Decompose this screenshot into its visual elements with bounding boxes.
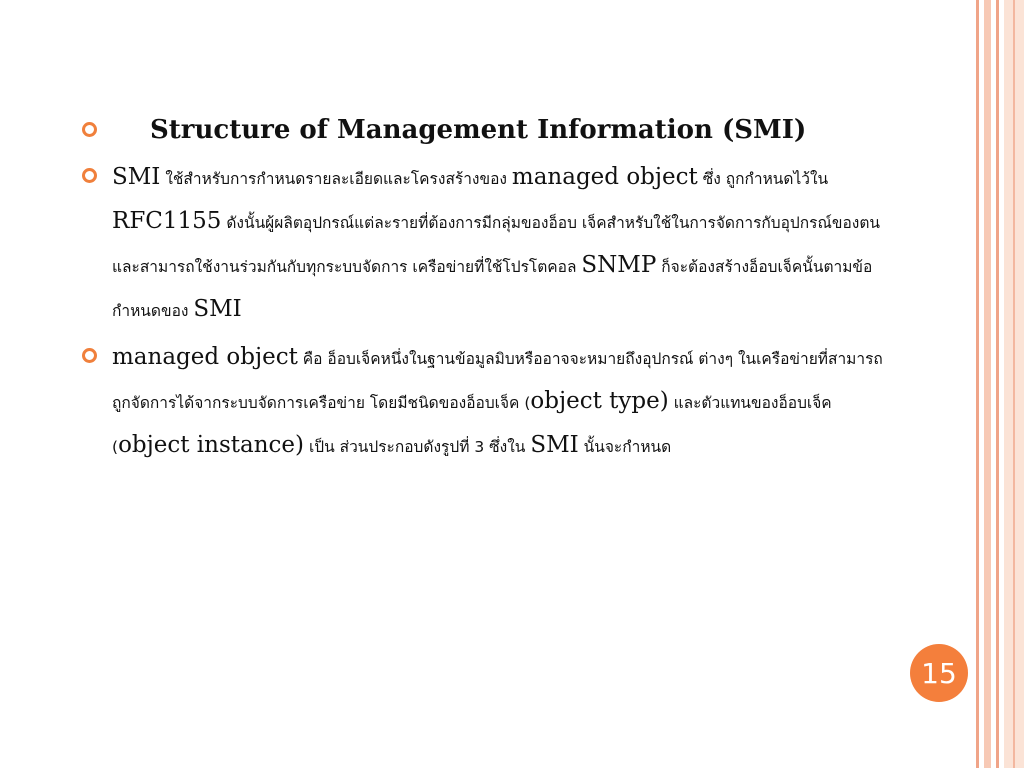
bullet-icon (82, 348, 97, 363)
bullet-item-smi (82, 156, 892, 332)
bullet-text: managed object คือ อ็อบเจ็คหนึ่งในฐานข้อมูลมิบหรืออาจจะหมายถึงอุปกรณ์ ต่างๆ ในเครือข่ายที่สามารถถูกจัดการได้จากระบบจัดการเครือข่าย โดยมีชนิดของอ็อบเจ็ค (object type) และตัวแทนของอ็อบเจ็ค (object instance) เป็น ส่วนประกอบดังรูปที่ 3 ซึ่งใน SMI นั้นจะกำหนด (112, 344, 883, 458)
stripe (984, 0, 991, 768)
title-item (82, 110, 892, 150)
bullet-text: SMI ใช้สำหรับการกำหนดรายละเอียดและโครงสร้างของ managed object ซึ่ง ถูกกำหนดไว้ใน RFC1155 ดังนั้นผู้ผลิตอุปกรณ์แต่ละรายที่ต้องการมีกลุ่มของอ็อบ เจ็คสำหรับใช้ในการจัดการกับอุปกรณ์ของตน และสามารถใช้งานร่วมกันกับทุกระบบจัดการ เครือข่ายที่ใช้โปรโตคอล SNMP ก็จะต้องสร้างอ็อบเจ็คนั้นตามข้อกำหนดของ SMI (112, 164, 880, 322)
bullet-icon (82, 122, 97, 137)
slide-title: Structure of Management Information (SMI) (150, 115, 807, 145)
stripe (1013, 0, 1015, 768)
bullet-icon (82, 168, 97, 183)
stripe (996, 0, 999, 768)
stripe (976, 0, 979, 768)
page-number-badge (910, 644, 968, 702)
page-number: 15 (921, 656, 957, 690)
decorative-side-stripes (976, 0, 1024, 768)
bullet-item-managed-object (82, 336, 892, 468)
slide-content (82, 110, 892, 472)
